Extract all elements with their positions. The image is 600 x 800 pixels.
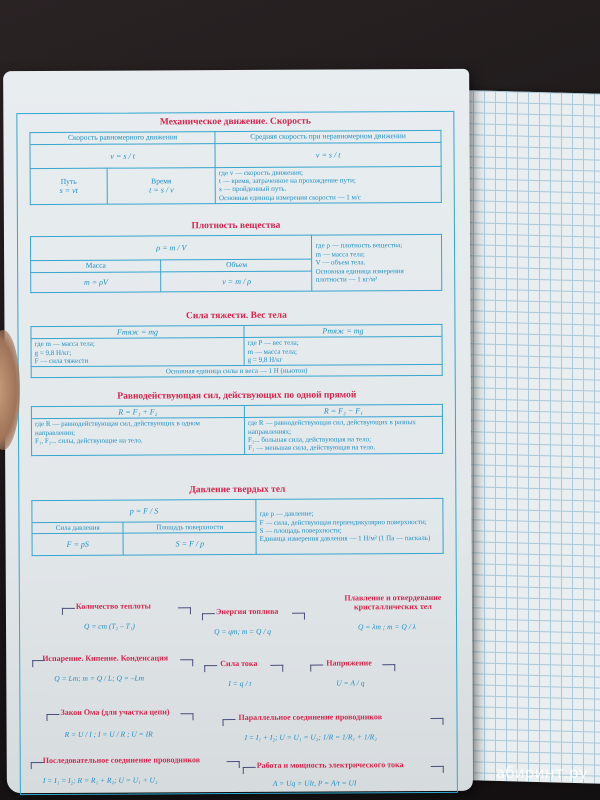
resultant-same-legend-1: где R — равнодействующая сил, действующих в одном направлении;: [34, 419, 200, 437]
fuel-formula: Q = qm; m = Q / q: [214, 626, 272, 637]
resultant-opp-legend-3: F₁ — меньшая сила, действующая на тело.: [248, 443, 376, 453]
fuel-label: Энергия топлива: [215, 606, 279, 617]
bracket-right: [431, 718, 444, 725]
current-label: Сила тока: [220, 658, 258, 669]
density-legend-1: где ρ — плотность вещества;: [315, 241, 403, 250]
force-unit: Основная единица силы и веса — 1 Н (ньютон): [31, 365, 442, 378]
density-legend-5: плотности — 1 кг/м³: [315, 275, 378, 284]
weight-legend-3: g = 9,8 Н/кг: [247, 355, 283, 364]
bracket-left: [223, 719, 236, 726]
density-legend-4: Основная единица измерения: [315, 266, 404, 276]
evaporation-formula: Q = Lm; m = Q / L; Q = –Lm: [54, 673, 145, 683]
work-power-formula: A = Uq = UIt, P = A/t = UI: [272, 778, 357, 788]
bracket-left: [243, 767, 256, 774]
density-title: Плотность вещества: [191, 220, 281, 232]
bracket-right: [180, 713, 193, 720]
pressure-legend-2: F — сила, действующая перпендикулярно поверхности;: [259, 517, 427, 527]
parallel-label: Параллельное соединение проводников: [238, 712, 383, 723]
volume-formula: v = m / ρ: [161, 271, 312, 292]
speed-legend-4: Основная единица измерения скорости — 1 м/с: [219, 193, 362, 202]
pressure-area-label: Площадь поверхности: [123, 521, 256, 533]
bracket-right: [178, 607, 191, 614]
pressure-legend-4: Единица измерения давления — 1 Н/м² (1 Па — паскаль): [259, 534, 431, 544]
average-speed-header: Средняя скорость при неравномерном движении: [215, 130, 441, 143]
gravity-legend-3: F — сила тяжести: [34, 356, 89, 366]
heat-label: Количество теплоты: [75, 601, 151, 611]
series-label: Последовательное соединение проводников: [42, 755, 201, 766]
work-power-label: Работа и мощность электрического тока: [256, 760, 404, 770]
resultant-title: Равнодействующая сил, действующих по одной прямой: [117, 390, 357, 402]
pressure-table: [31, 498, 443, 556]
grid-notebook-page: [462, 90, 600, 784]
bracket-right: [180, 659, 193, 666]
weight-formula: Pтяж = mg: [244, 324, 442, 337]
bracket-left: [202, 613, 215, 620]
heat-formula: Q = cm (T₂ – T₁): [83, 621, 135, 631]
notebook-page: [3, 69, 473, 793]
density-table: [30, 234, 442, 293]
bracket-left: [310, 665, 323, 672]
weight-legend-1: где P — вес тела;: [247, 338, 299, 348]
mass-formula: m = ρV: [31, 272, 162, 293]
density-legend-3: V — объем тела.: [315, 258, 366, 267]
voltage-label: Напряжение: [326, 658, 372, 668]
resultant-same-formula: R = F₁ + F₂: [31, 405, 244, 418]
bracket-left: [204, 665, 217, 672]
volume-label: Объем: [161, 259, 312, 271]
bracket-left: [62, 608, 75, 615]
bracket-right: [227, 761, 240, 768]
series-formula: I = I₁ = I₂; R = R₁ + R₂; U = U₁ + U₂: [42, 775, 158, 786]
ohm-label: Закон Ома (для участка цепи): [60, 707, 170, 717]
speed-legend-3: s — пройденный путь.: [218, 185, 287, 194]
time-label: Время: [151, 175, 172, 185]
pressure-force-label: Сила давления: [32, 522, 123, 534]
evaporation-label: Испарение. Кипение. Конденсация: [42, 653, 169, 664]
bracket-right: [270, 665, 283, 672]
melting-label: Плавление и отвердевание кристаллических тел: [344, 592, 442, 612]
formula-sheet-frame: [16, 111, 458, 795]
watermark-text: абиринт.ру: [495, 764, 588, 782]
resultant-same-legend-2: F₁, F₂... силы, действующие на тело.: [35, 436, 143, 446]
mechanical-motion-title: Механическое движение. Скорость: [159, 116, 311, 128]
path-formula: s = vt: [59, 185, 78, 196]
gravity-title: Сила тяжести. Вес тела: [185, 310, 287, 322]
average-speed-formula: v = s / t: [215, 142, 441, 167]
bracket-left: [46, 714, 59, 721]
density-formula: ρ = m / V: [30, 235, 312, 260]
weight-legend-2: m — масса тела;: [247, 347, 297, 356]
speed-legend-2: t — время, затраченное на прохождение пути;: [218, 176, 356, 186]
speed-legend-1: где v — скорость движения;: [218, 168, 303, 177]
pressure-legend-3: S — площадь поверхности;: [259, 526, 342, 535]
mechanical-motion-table: [29, 130, 441, 205]
density-legend-2: m — масса тела;: [315, 250, 365, 259]
bracket-right: [382, 664, 395, 671]
gravity-legend-1: где m — масса тела;: [34, 339, 95, 349]
uniform-speed-formula: v = s / t: [30, 143, 215, 168]
gravity-legend-2: g = 9,8 Н/кг;: [34, 348, 72, 357]
gravity-table: [30, 324, 442, 379]
time-formula: t = s / v: [149, 185, 174, 195]
pressure-formula: p = F / S: [32, 499, 256, 522]
ohm-formula: R = U / I ; I = U / R ; U = IR: [64, 729, 153, 739]
uniform-speed-header: Скорость равномерного движения: [30, 132, 215, 145]
pressure-legend-1: где p — давление;: [259, 509, 314, 519]
mass-label: Масса: [31, 260, 161, 272]
melting-formula: Q = λm ; m = Q / λ: [358, 622, 416, 632]
voltage-formula: U = A / q: [336, 678, 365, 688]
resultant-opposite-formula: R = F₂ − F₁: [244, 404, 442, 417]
bracket-right: [292, 613, 305, 620]
resultant-table: [31, 404, 443, 456]
gravity-formula: Fтяж = mg: [31, 325, 244, 338]
parallel-formula: I = I₁ + I₂; U = U₁ = U₂; 1/R = 1/R₁ + 1/R₂: [244, 732, 377, 742]
resultant-opp-legend-2: F₂... большая сила, действующая на тело;: [248, 435, 372, 444]
resultant-opp-legend-1: где R — равнодействующая сил, действующих в разных направлениях;: [247, 418, 416, 436]
pressure-force-formula: F = pS: [32, 533, 124, 555]
path-label: Путь: [60, 176, 77, 186]
bracket-right: [431, 766, 444, 773]
pressure-title: Давление твердых тел: [189, 484, 286, 496]
current-formula: I = q / t: [228, 678, 252, 689]
pressure-area-formula: S = F / p: [123, 532, 256, 555]
